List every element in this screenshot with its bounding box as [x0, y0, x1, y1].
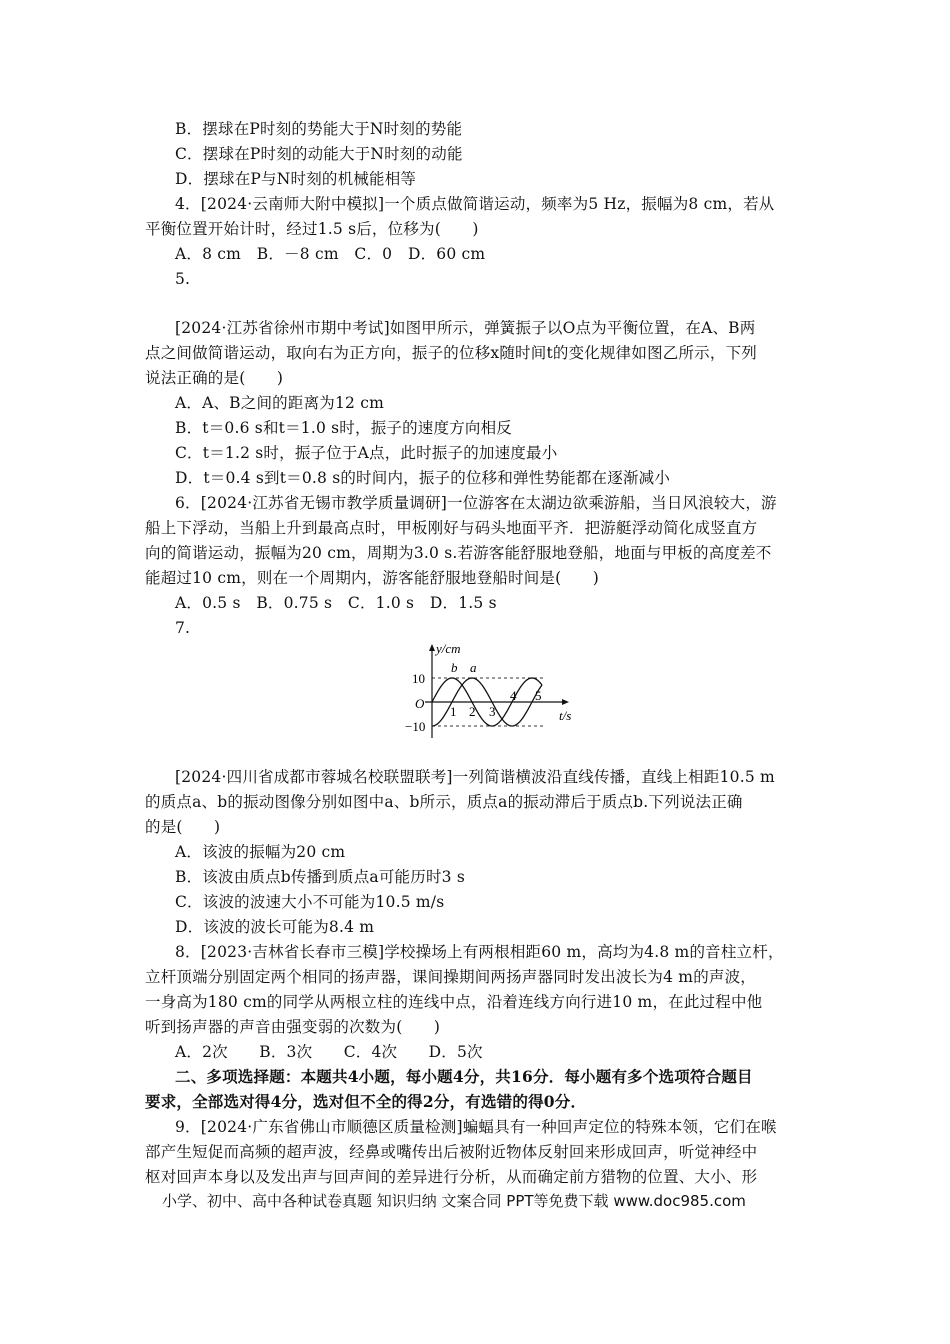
text-line: D．该波的波长可能为8.4 m [175, 918, 375, 936]
y-axis-arrow [429, 644, 435, 651]
x-tick-label: 5 [535, 688, 542, 703]
text-line: 枢对回声本身以及发出声与回声间的差异进行分析，从而确定前方猎物的位置、大小、形 [145, 1168, 758, 1186]
text-line: 能超过10 cm，则在一个周期内，游客能舒服地登船时间是( ) [145, 569, 600, 587]
section-heading: 要求，全部选对得4分，选对但不全的得2分，有选错的得0分． [145, 1092, 587, 1111]
text-line: 7. [175, 619, 191, 637]
text-line: A．该波的振幅为20 cm [175, 843, 346, 861]
text-line: C．该波的波速大小不可能为10.5 m/s [175, 893, 445, 911]
x-axis-label: t/s [559, 708, 572, 723]
text-line: B．该波由质点b传播到质点a可能历时3 s [175, 868, 465, 886]
x-tick-label: 1 [450, 704, 457, 719]
text-line: A．0.5 s B．0.75 s C．1.0 s D．1.5 s [175, 594, 497, 612]
text-line: 6．[2024·江苏省无锡市教学质量调研]一位游客在太湖边欲乘游船，当日风浪较大，游 [175, 494, 777, 512]
text-line: 的是( ) [145, 818, 221, 836]
text-line: 听到扬声器的声音由强变弱的次数为( ) [145, 1018, 441, 1036]
section-heading: 二、多项选择题：本题共4小题，每小题4分，共16分．每小题有多个选项符合题目 [175, 1067, 753, 1086]
text-line: 部产生短促而高频的超声波，经鼻或嘴传出后被附近物体反射回来形成回声，听觉神经中 [145, 1143, 758, 1161]
footer-banner: 小学、初中、高中各种试卷真题 知识归纳 文案合同 PPT等免费下载 www.doc985.com [162, 1192, 746, 1210]
x-tick-label: 2 [469, 704, 476, 719]
text-line: D．t＝0.4 s到t＝0.8 s的时间内，振子的位移和弹性势能都在逐渐减小 [175, 469, 671, 487]
text-line: 的质点a、b的振动图像分别如图中a、b所示，质点a的振动滞后于质点b.下列说法正确 [145, 793, 743, 811]
x-tick-label: 3 [489, 704, 496, 719]
text-line: 一身高为180 cm的同学从两根立柱的连线中点，沿着连线方向行进10 m，在此过程中他 [145, 993, 763, 1011]
text-line: 船上下浮动，当船上升到最高点时，甲板刚好与码头地面平齐．把游艇浮动简化成竖直方 [145, 519, 758, 537]
origin-label: O [415, 696, 425, 711]
text-line: C．摆球在P时刻的动能大于N时刻的动能 [175, 145, 463, 163]
vibration-graph-figure [395, 640, 595, 740]
curve-label-b: b [451, 660, 458, 675]
text-line: D．摆球在P与N时刻的机械能相等 [175, 170, 417, 188]
x-axis-arrow [562, 699, 569, 705]
text-line: [2024·江苏省徐州市期中考试]如图甲所示，弹簧振子以O点为平衡位置，在A、B两 [175, 319, 756, 337]
x-tick-label: 4 [510, 688, 517, 703]
text-line: 平衡位置开始计时，经过1.5 s后，位移为( ) [145, 220, 479, 238]
text-line: B．t＝0.6 s和t＝1.0 s时，振子的速度方向相反 [175, 419, 513, 437]
text-line: 立杆顶端分别固定两个相同的扬声器，课间操期间两扬声器同时发出波长为4 m的声波， [145, 968, 756, 986]
text-line: [2024·四川省成都市蓉城名校联盟联考]一列简谐横波沿直线传播，直线上相距10.5 m [175, 768, 775, 786]
text-line: A．2次 B．3次 C．4次 D．5次 [175, 1043, 483, 1061]
y-axis-label: y/cm [436, 641, 461, 656]
text-line: A．8 cm B．－8 cm C．0 D．60 cm [175, 245, 486, 263]
text-line: B．摆球在P时刻的势能大于N时刻的势能 [175, 120, 463, 138]
text-line: 9．[2024·广东省佛山市顺德区质量检测]蝙蝠具有一种回声定位的特殊本领，它们在喉 [175, 1118, 777, 1136]
text-line: A．A、B之间的距离为12 cm [175, 394, 385, 412]
y-tick-label: 10 [412, 671, 425, 686]
text-line: 向的简谐运动，振幅为20 cm，周期为3.0 s.若游客能舒服地登船，地面与甲板的高度差不 [145, 544, 772, 562]
text-line: 8．[2023·吉林省长春市三模]学校操场上有两根相距60 m，高均为4.8 m的音柱立杆， [175, 943, 784, 961]
text-line: C．t＝1.2 s时，振子位于A点，此时振子的加速度最小 [175, 444, 558, 462]
text-line: 5. [175, 270, 191, 288]
y-tick-label: −10 [405, 719, 426, 734]
text-line: 4．[2024·云南师大附中模拟]一个质点做简谐运动，频率为5 Hz，振幅为8 cm，若从 [175, 195, 775, 213]
text-line: 点之间做简谐运动，取向右为正方向，振子的位移x随时间t的变化规律如图乙所示，下列 [145, 344, 757, 362]
text-line: 说法正确的是( ) [145, 369, 284, 387]
curve-label-a: a [470, 660, 477, 675]
